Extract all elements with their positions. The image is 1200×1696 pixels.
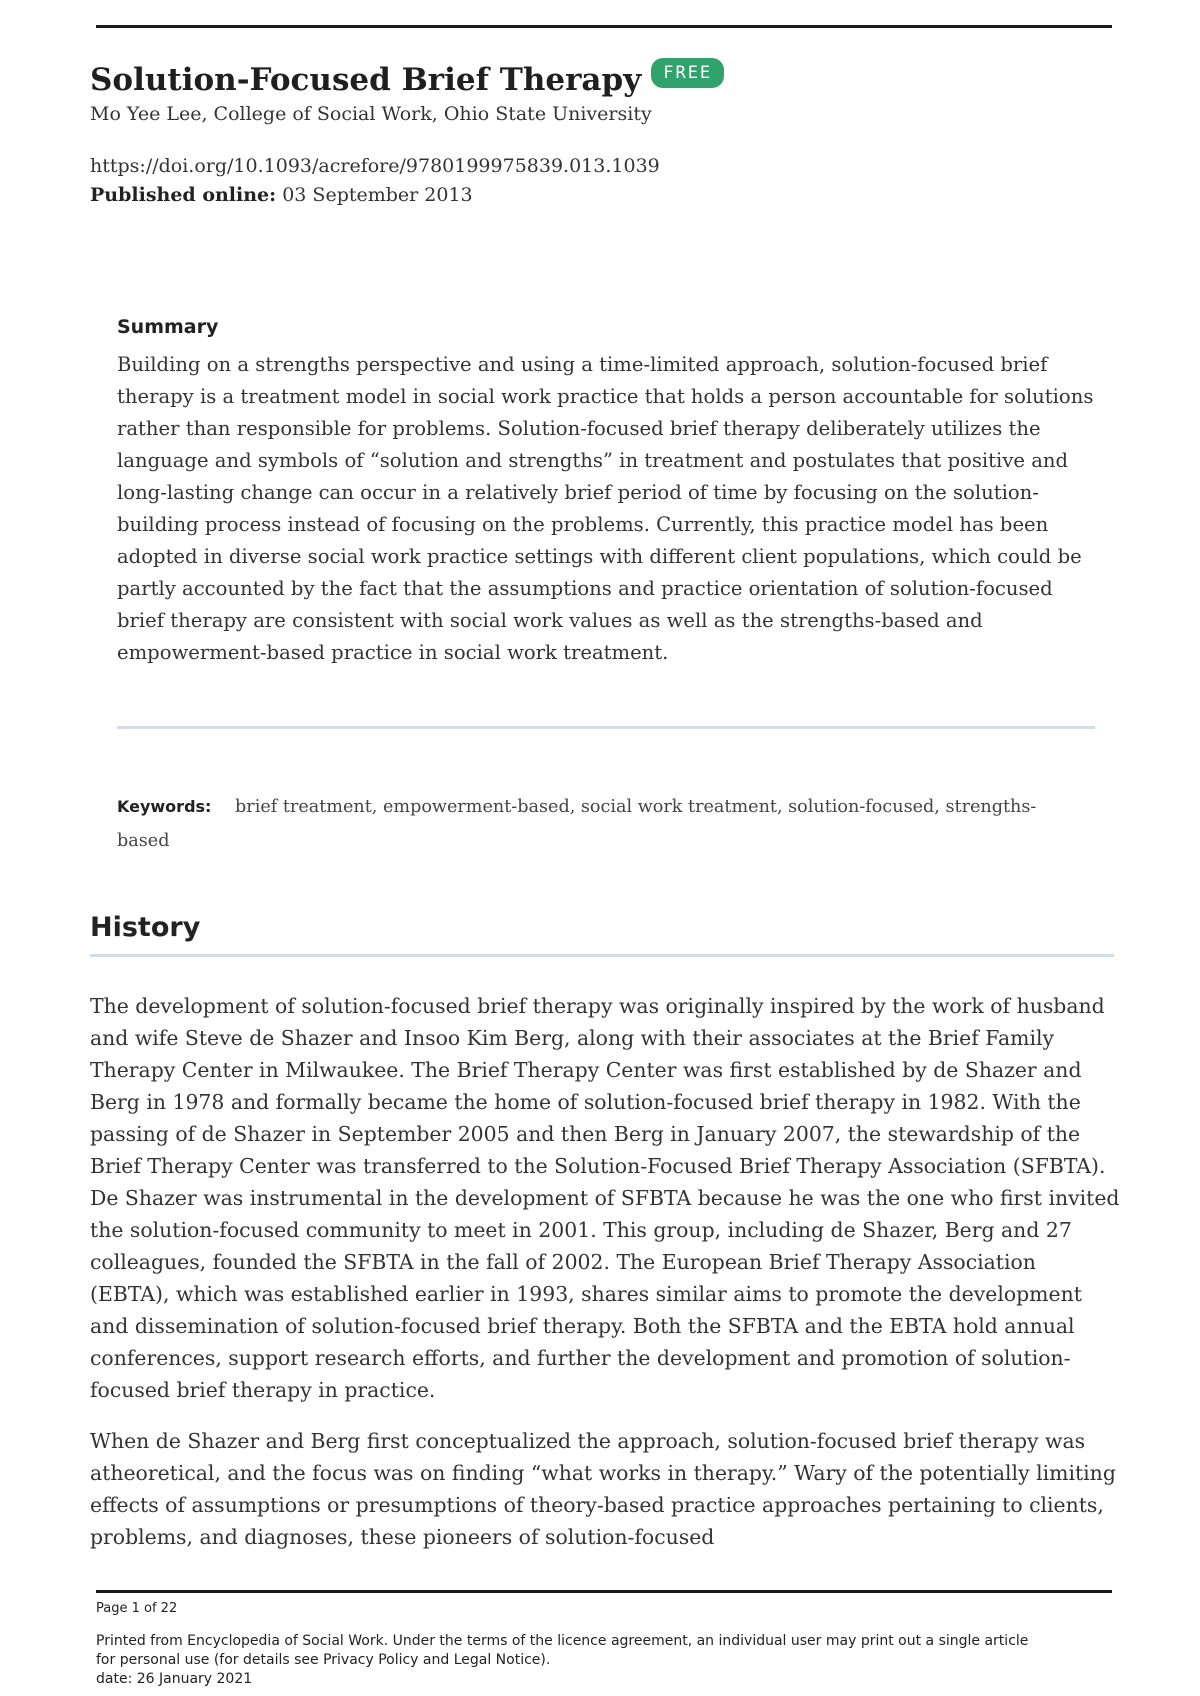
bottom-rule bbox=[96, 1590, 1112, 1593]
keywords bbox=[117, 790, 1077, 858]
summary-text: Building on a strengths perspective and using a time-limited approach, solution-focused brief therapy is a treatment model in social work practice that holds a person accountable for solutions rather than responsible for problems. Solution-focused brief therapy deliberately utilizes the language and symbols of “solution and strengths” in treatment and postulates that positive and long-lasting change can occur in a relatively brief period of time by focusing on the solution-building process instead of focusing on the problems. Currently, this practice model has been adopted in diverse social work practice settings with different client populations, which could be partly accounted by the fact that the assumptions and practice orientation of solution-focused brief therapy are consistent with social work values as well as the strengths-based and empowerment-based practice in social work treatment. bbox=[117, 353, 1094, 664]
summary-section bbox=[117, 313, 1097, 669]
history-body bbox=[90, 990, 1120, 1572]
article-title: Solution-Focused Brief Therapy bbox=[90, 62, 642, 98]
published-label: Published online: bbox=[90, 184, 277, 206]
summary-divider bbox=[117, 726, 1095, 729]
summary-heading: Summary bbox=[117, 316, 219, 338]
published-online bbox=[90, 180, 1130, 210]
history-paragraph-2: When de Shazer and Berg first conceptualized the approach, solution-focused brief therapy was atheoretical, and the focus was on finding “what works in therapy.” Wary of the potentially limiting effects of assumptions or presumptions of theory-based practice approaches pertaining to clients, problems, and diagnoses, these pioneers of solution-focused bbox=[90, 1429, 1116, 1549]
footer-print-date: date: 26 January 2021 bbox=[96, 1671, 253, 1687]
top-rule bbox=[96, 25, 1112, 28]
author-affiliation: Mo Yee Lee, College of Social Work, Ohio State University bbox=[90, 103, 652, 125]
history-paragraph-1: The development of solution-focused brief therapy was originally inspired by the work of husband and wife Steve de Shazer and Insoo Kim Berg, along with their associates at the Brief Family Therapy Center in Milwaukee. The Brief Therapy Center was first established by de Shazer and Berg in 1978 and formally became the home of solution-focused brief therapy in 1982. With the passing of de Shazer in September 2005 and then Berg in January 2007, the stewardship of the Brief Therapy Center was transferred to the Solution-Focused Brief Therapy Association (SFBTA). De Shazer was instrumental in the development of SFBTA because he was the one who first invited the solution-focused community to meet in 2001. This group, including de Shazer, Berg and 27 colleagues, founded the SFBTA in the fall of 2002. The European Brief Therapy Association (EBTA), which was established earlier in 1993, shares similar aims to promote the development and dissemination of solution-focused brief therapy. Both the SFBTA and the EBTA hold annual conferences, support research efforts, and further the development and promotion of solution-focused brief therapy in practice. bbox=[90, 994, 1120, 1402]
history-heading: History bbox=[90, 912, 201, 943]
free-badge: FREE bbox=[651, 58, 724, 88]
title-row bbox=[90, 58, 1130, 102]
keywords-label: Keywords: bbox=[117, 797, 212, 816]
page-footer bbox=[96, 1600, 1116, 1689]
footer-note-line-2: for personal use (for details see Privacy Policy and Legal Notice). bbox=[96, 1652, 551, 1668]
doi-link[interactable]: https://doi.org/10.1093/acrefore/9780199975839.013.1039 bbox=[90, 155, 660, 177]
footer-note-line-1: Printed from Encyclopedia of Social Work. Under the terms of the licence agreement, an individual user may print out a single article bbox=[96, 1633, 1029, 1649]
published-date: 03 September 2013 bbox=[282, 184, 473, 206]
page-number: Page 1 of 22 bbox=[96, 1601, 178, 1616]
article-header bbox=[90, 58, 1130, 210]
keywords-list: brief treatment, empowerment-based, social work treatment, solution-focused, strengths-based bbox=[117, 797, 1037, 851]
history-divider bbox=[90, 954, 1114, 957]
